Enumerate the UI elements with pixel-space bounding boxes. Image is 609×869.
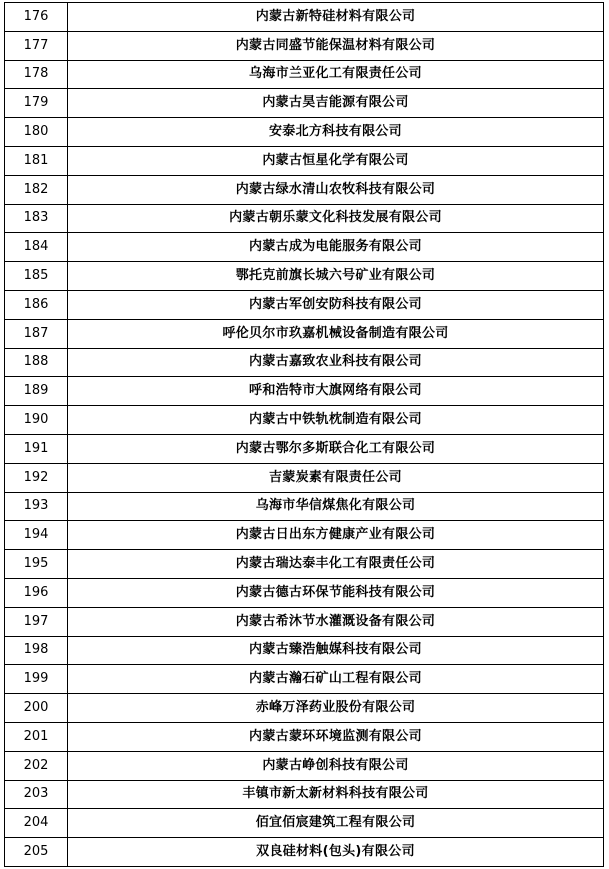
table-row [5,722,604,751]
table-row [5,262,604,291]
row-number-cell: 192 [5,463,68,492]
row-number-cell: 187 [5,319,68,348]
row-number-cell: 179 [5,89,68,118]
table-row [5,694,604,723]
company-name-cell: 内蒙古朝乐蒙文化科技发展有限公司 [68,204,604,233]
table-row [5,636,604,665]
company-name-cell: 赤峰万泽药业股份有限公司 [68,694,604,723]
table-row [5,89,604,118]
row-number-cell: 185 [5,262,68,291]
table-row [5,406,604,435]
table-row [5,665,604,694]
table-row [5,175,604,204]
company-name-cell: 内蒙古瀚石矿山工程有限公司 [68,665,604,694]
row-number-cell: 199 [5,665,68,694]
row-number-cell: 204 [5,809,68,838]
company-name-cell: 丰镇市新太新材料科技有限公司 [68,780,604,809]
table-row [5,31,604,60]
row-number-cell: 200 [5,694,68,723]
company-name-cell: 佰宜佰宸建筑工程有限公司 [68,809,604,838]
company-name-cell: 内蒙古成为电能服务有限公司 [68,233,604,262]
row-number-cell: 181 [5,146,68,175]
company-name-cell: 内蒙古希沐节水灌溉设备有限公司 [68,607,604,636]
company-name-cell: 内蒙古昊吉能源有限公司 [68,89,604,118]
table-row [5,3,604,32]
row-number-cell: 198 [5,636,68,665]
row-number-cell: 194 [5,521,68,550]
table-row [5,60,604,89]
row-number-cell: 201 [5,722,68,751]
company-name-cell: 内蒙古鄂尔多斯联合化工有限公司 [68,434,604,463]
company-name-cell: 内蒙古同盛节能保温材料有限公司 [68,31,604,60]
company-name-cell: 乌海市兰亚化工有限责任公司 [68,60,604,89]
row-number-cell: 188 [5,348,68,377]
row-number-cell: 186 [5,290,68,319]
row-number-cell: 180 [5,118,68,147]
row-number-cell: 205 [5,838,68,867]
table-row [5,204,604,233]
row-number-cell: 190 [5,406,68,435]
row-number-cell: 182 [5,175,68,204]
table-row [5,233,604,262]
company-name-cell: 双良硅材料(包头)有限公司 [68,838,604,867]
table-row [5,550,604,579]
company-name-cell: 内蒙古峥创科技有限公司 [68,751,604,780]
row-number-cell: 183 [5,204,68,233]
company-name-cell: 内蒙古日出东方健康产业有限公司 [68,521,604,550]
company-name-cell: 呼伦贝尔市玖嘉机械设备制造有限公司 [68,319,604,348]
row-number-cell: 195 [5,550,68,579]
company-name-cell: 内蒙古臻浩触媒科技有限公司 [68,636,604,665]
company-name-cell: 内蒙古蒙环环境监测有限公司 [68,722,604,751]
company-name-cell: 吉蒙炭素有限责任公司 [68,463,604,492]
table-row [5,578,604,607]
table-row [5,521,604,550]
row-number-cell: 196 [5,578,68,607]
row-number-cell: 178 [5,60,68,89]
table-row [5,434,604,463]
row-number-cell: 189 [5,377,68,406]
company-name-cell: 乌海市华信煤焦化有限公司 [68,492,604,521]
company-name-cell: 内蒙古嘉致农业科技有限公司 [68,348,604,377]
row-number-cell: 177 [5,31,68,60]
table-row [5,780,604,809]
company-name-cell: 内蒙古恒星化学有限公司 [68,146,604,175]
company-name-cell: 内蒙古中铁轨枕制造有限公司 [68,406,604,435]
company-name-cell: 呼和浩特市大旗网络有限公司 [68,377,604,406]
table-row [5,751,604,780]
company-name-cell: 鄂托克前旗长城六号矿业有限公司 [68,262,604,291]
company-name-cell: 内蒙古德古环保节能科技有限公司 [68,578,604,607]
table-row [5,607,604,636]
table-row [5,146,604,175]
company-table-body [5,3,604,867]
table-row [5,319,604,348]
company-name-cell: 内蒙古军创安防科技有限公司 [68,290,604,319]
table-row [5,809,604,838]
table-row [5,290,604,319]
table-row [5,348,604,377]
row-number-cell: 197 [5,607,68,636]
table-row [5,463,604,492]
company-name-cell: 内蒙古瑞达泰丰化工有限责任公司 [68,550,604,579]
table-row [5,492,604,521]
company-name-cell: 安泰北方科技有限公司 [68,118,604,147]
row-number-cell: 191 [5,434,68,463]
company-table [4,2,604,867]
table-row [5,377,604,406]
row-number-cell: 193 [5,492,68,521]
table-row [5,838,604,867]
company-name-cell: 内蒙古新特硅材料有限公司 [68,3,604,32]
table-row [5,118,604,147]
company-name-cell: 内蒙古绿水清山农牧科技有限公司 [68,175,604,204]
row-number-cell: 176 [5,3,68,32]
company-list-sheet [4,2,604,867]
row-number-cell: 202 [5,751,68,780]
row-number-cell: 203 [5,780,68,809]
row-number-cell: 184 [5,233,68,262]
